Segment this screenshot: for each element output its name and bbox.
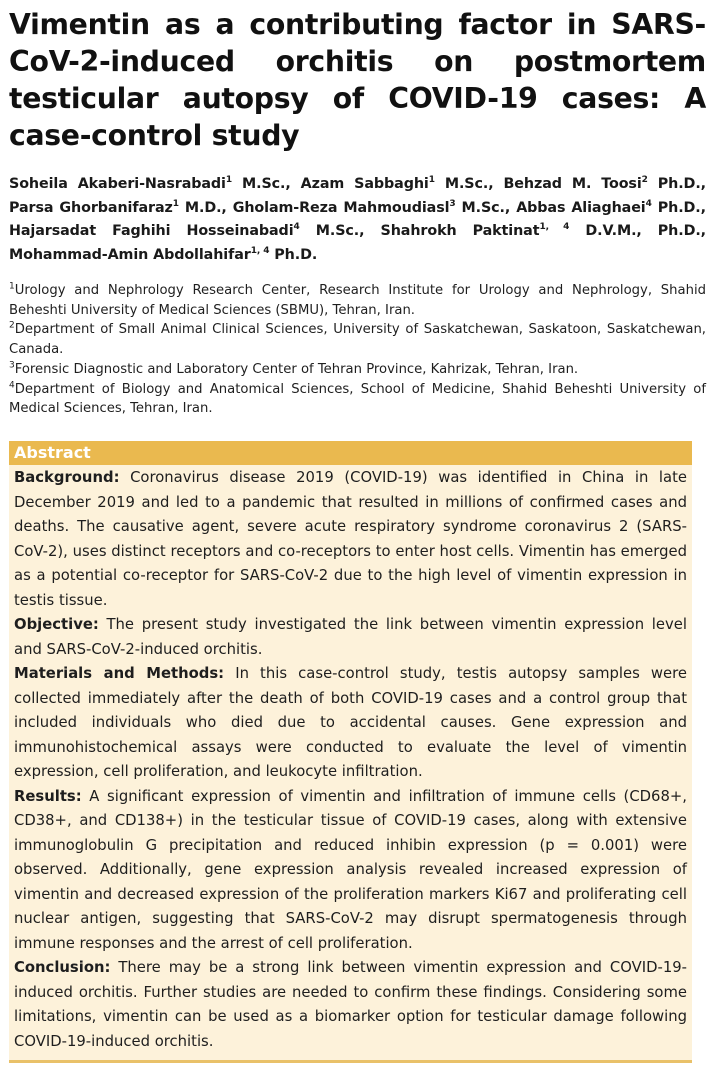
abstract-body — [9, 465, 692, 1054]
abstract-methods — [14, 662, 687, 785]
author: Mohammad-Amin Abdollahifar$^{1, 4}$ Ph.D. — [9, 245, 318, 263]
section-label: Materials and Methods: — [14, 665, 225, 682]
author: Hajarsadat Faghihi Hosseinabadi$^4$ M.Sc., — [9, 222, 365, 239]
abstract-box — [9, 441, 692, 1063]
section-label: Results: — [14, 787, 82, 805]
author: Shahrokh Paktinat$^{1, 4}$ D.V.M., Ph.D., — [380, 222, 706, 239]
abstract-objective — [14, 613, 687, 662]
author: Abbas Aliaghaei$^4$ Ph.D., — [516, 198, 706, 216]
affiliation: $^4$Department of Biology and Anatomical Sciences, School of Medicine, Shahid Beheshti University of Medical Sciences, Tehran, Iran. — [9, 380, 706, 417]
abstract-conclusion — [14, 956, 687, 1054]
section-text: The present study investigated the link between vimentin expression level and SARS-CoV-2-induced orchitis. — [14, 616, 687, 658]
affiliation: $^3$Forensic Diagnostic and Laboratory Center of Tehran Province, Kahrizak, Tehran, Iran. — [9, 360, 579, 377]
affiliation: $^1$Urology and Nephrology Research Center, Research Institute for Urology and Nephrology, Shahid Beheshti University of Medical Sciences (SBMU), Tehran, Iran. — [9, 281, 706, 318]
affiliation: $^2$Department of Small Animal Clinical Sciences, University of Saskatchewan, Saskatoon, Saskatchewan, Canada. — [9, 321, 706, 358]
section-label: Objective: — [14, 616, 99, 633]
paper-page — [0, 6, 715, 419]
author-list — [9, 173, 706, 267]
abstract-heading: Abstract — [9, 441, 692, 465]
section-label: Background: — [14, 469, 120, 486]
affiliation-list — [9, 281, 706, 419]
paper-title: Vimentin as a contributing factor in SARS-CoV-2-induced orchitis on postmortem testicular autopsy of COVID-19 cases: A case-control study — [9, 8, 706, 152]
author: Soheila Akaberi-Nasrabadi$^1$ M.Sc., — [9, 175, 291, 192]
author: Gholam-Reza Mahmoudiasl$^3$ M.Sc., — [232, 198, 511, 216]
author: Azam Sabbaghi$^1$ M.Sc., — [300, 175, 494, 192]
section-label: Conclusion: — [14, 959, 111, 976]
abstract-results — [14, 785, 687, 957]
section-text: In this case-control study, testis autopsy samples were collected immediately after the death of both COVID-19 cases and a control group that included individuals who died due to accidental causes. Gene expression and immunohistochemical assays were conducted to evaluate the level of vimentin expression, cell proliferation, and leukocyte infiltration. — [14, 665, 687, 780]
section-text: A significant expression of vimentin and infiltration of immune cells (CD68+, CD38+, and CD138+) in the testicular tissue of COVID-19 cases, along with extensive immunoglobulin G precipitation and reduced inhibin expression (p = 0.001) were observed. Additionally, gene expression analysis revealed increased expression of vimentin and decreased expression of the proliferation markers Ki67 and proliferating cell nuclear antigen, suggesting that SARS-CoV-2 may disrupt spermatogenesis through immune responses and the arrest of cell proliferation. — [14, 787, 687, 952]
author: Behzad M. Toosi$^2$ Ph.D., — [503, 175, 706, 192]
abstract-background — [14, 466, 687, 613]
section-text: Coronavirus disease 2019 (COVID-19) was identified in China in late December 2019 and led to a pandemic that resulted in millions of confirmed cases and deaths. The causative agent, severe acute respiratory syndrome coronavirus 2 (SARS-CoV-2), uses distinct receptors and co-receptors to enter host cells. Vimentin has emerged as a potential co-receptor for SARS-CoV-2 due to the high level of vimentin expression in testis tissue. — [14, 469, 687, 609]
author: Parsa Ghorbanifaraz$^1$ M.D., — [9, 198, 227, 216]
section-text: There may be a strong link between vimentin expression and COVID-19-induced orchitis. Further studies are needed to confirm these findings. Considering some limitations, vimentin can be used as a biomarker option for testicular damage following COVID-19-induced orchitis. — [14, 959, 687, 1050]
